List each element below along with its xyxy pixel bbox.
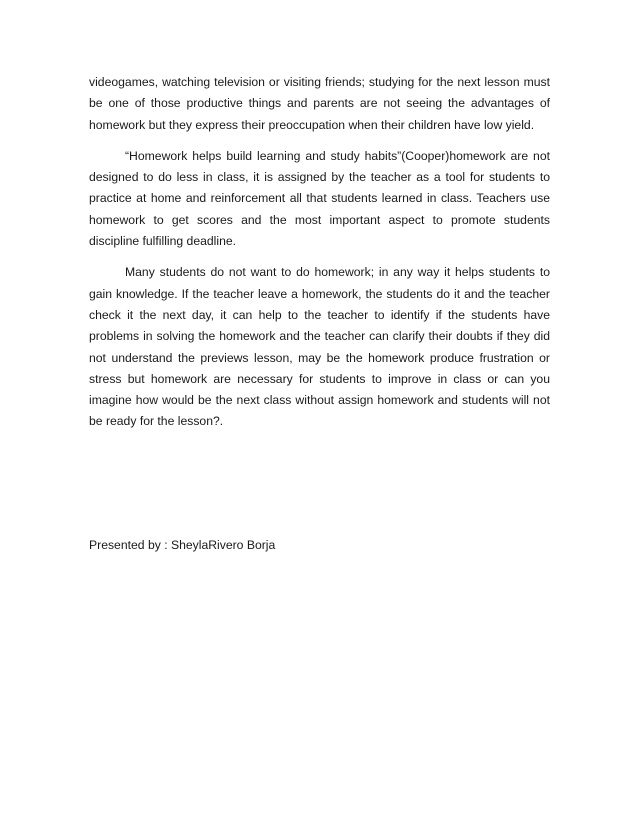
document-body — [89, 72, 550, 443]
author-signature-line: Presented by : SheylaRivero Borja — [89, 538, 276, 552]
paragraph-students-knowledge: Many students do not want to do homework; in any way it helps students to gain knowledge. If the teacher leave a homework, the students do it and the teacher check it the next day, it can help to the teacher to identify if the students have problems in solving the homework and the teacher can clarify their doubts if they did not understand the previews lesson, may be the homework produce frustration or stress but homework are necessary for students to improve in class or can you imagine how would be the next class without assign homework and students will not be ready for the lesson?. — [89, 265, 550, 429]
paragraph-continuation: videogames, watching television or visiting friends; studying for the next lesson must be one of those productive things and parents are not seeing the advantages of homework but they express their preoccupation when their children have low yield. — [89, 75, 550, 132]
paragraph-homework-habits: “Homework helps build learning and study habits”(Cooper)homework are not designed to do less in class, it is assigned by the teacher as a tool for students to practice at home and reinforcement all that students learned in class. Teachers use homework to get scores and the most important aspect to promote students discipline fulfilling deadline. — [89, 148, 550, 249]
